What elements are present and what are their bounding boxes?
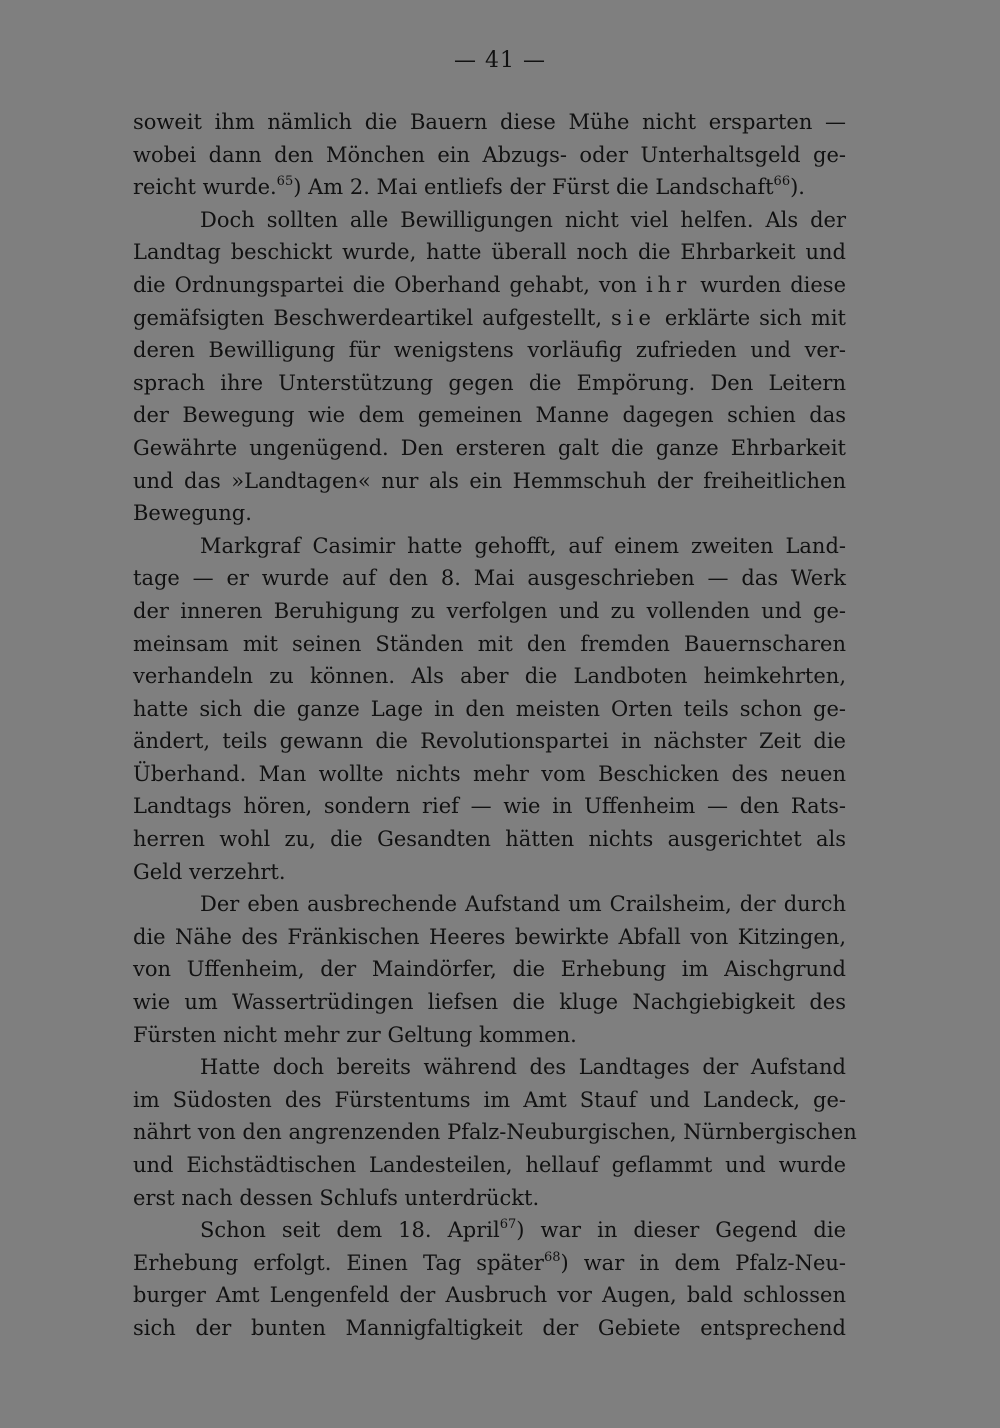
text-line [133, 171, 846, 204]
text-line [133, 497, 846, 530]
text-segment: der inneren Beruhigung zu verfolgen und zu vollenden und ge- [133, 598, 846, 623]
text-line [133, 1149, 846, 1182]
text-line [133, 1279, 846, 1312]
text-line [133, 1051, 846, 1084]
text-segment: ihr [645, 272, 692, 297]
text-segment: wurden diese [691, 272, 846, 297]
text-line [133, 1019, 846, 1052]
text-segment: herren wohl zu, die Gesandten hätten nichts ausgerichtet als [133, 827, 846, 852]
text-line [133, 1247, 846, 1280]
text-line [133, 1214, 846, 1247]
footnote-marker: 65 [276, 174, 294, 190]
text-line [133, 1182, 846, 1215]
text-line [133, 432, 846, 465]
text-line [133, 725, 846, 758]
text-segment: ) Am 2. Mai entliefs der Fürst die Landschaft [293, 175, 774, 200]
text-segment: wie um Wassertrüdingen liefsen die kluge Nachgiebigkeit des [133, 990, 846, 1015]
text-segment: Landtag beschickt wurde, hatte überall noch die Ehrbarkeit und [133, 240, 846, 265]
text-segment: tage — er wurde auf den 8. Mai ausgeschrieben — das Werk [133, 566, 846, 591]
text-line [133, 269, 846, 302]
text-segment: gemäfsigten Beschwerdeartikel aufgestellt, [133, 305, 611, 330]
text-segment: burger Amt Lengenfeld der Ausbruch vor Augen, bald schlossen [133, 1283, 846, 1308]
text-line [133, 367, 846, 400]
text-line [133, 595, 846, 628]
text-line [133, 106, 846, 139]
text-line [133, 628, 846, 661]
text-line [133, 562, 846, 595]
text-segment: soweit ihm nämlich die Bauern diese Mühe nicht ersparten — [133, 110, 846, 134]
text-segment: meinsam mit seinen Ständen mit den fremden Bauernscharen [133, 631, 846, 656]
text-segment: sie [611, 305, 656, 330]
footnote-marker: 68 [543, 1249, 561, 1265]
text-segment: der Bewegung wie dem gemeinen Manne dagegen schien das [133, 403, 846, 428]
text-line [133, 465, 846, 498]
text-segment: verhandeln zu können. Als aber die Landboten heimkehrten, [133, 664, 846, 689]
text-line [133, 236, 846, 269]
text-segment: im Südosten des Fürstentums im Amt Stauf und Landeck, ge- [133, 1087, 846, 1112]
text-segment: von Uffenheim, der Maindörfer, die Erhebung im Aischgrund [133, 957, 846, 982]
text-segment: ) war in dieser Gegend die [516, 1218, 846, 1243]
text-segment: Der eben ausbrechende Aufstand um Crailsheim, der durch [200, 892, 846, 917]
text-line [133, 693, 846, 726]
text-line [133, 399, 846, 432]
footnote-marker: 66 [773, 174, 791, 190]
text-segment: reicht wurde. [133, 175, 277, 200]
text-segment: Fürsten nicht mehr zur Geltung kommen. [133, 1022, 577, 1047]
text-line [133, 986, 846, 1019]
page-number: — 41 — [454, 48, 546, 73]
text-line [133, 334, 846, 367]
text-line [133, 530, 846, 563]
text-segment: Bewegung. [133, 501, 252, 526]
footnote-marker: 67 [499, 1217, 517, 1233]
text-line [133, 921, 846, 954]
text-segment: und Eichstädtischen Landesteilen, hellauf geflammt und wurde [133, 1153, 846, 1177]
text-segment: Überhand. Man wollte nichts mehr vom Beschicken des neuen [133, 761, 846, 786]
text-segment: ). [790, 175, 805, 200]
text-line [133, 302, 846, 335]
text-line [133, 1312, 846, 1345]
text-line [133, 1116, 857, 1149]
text-segment: Doch sollten alle Bewilligungen nicht viel helfen. Als der [200, 207, 846, 232]
text-line [133, 660, 846, 693]
text-segment: erst nach dessen Schlufs unterdrückt. [133, 1185, 540, 1210]
text-segment: Erhebung erfolgt. Einen Tag später [133, 1250, 544, 1275]
body-text [133, 106, 857, 1345]
text-segment: Geld verzehrt. [133, 859, 286, 884]
text-segment: die Nähe des Fränkischen Heeres bewirkte Abfall von Kitzingen, [133, 924, 846, 949]
text-segment: Markgraf Casimir hatte gehofft, auf einem zweiten Land- [200, 533, 846, 558]
text-segment: und das »Landtagen« nur als ein Hemmschuh der freiheitlichen [133, 468, 846, 493]
text-segment: ) war in dem Pfalz-Neu- [560, 1250, 846, 1275]
text-line [133, 790, 846, 823]
text-line [133, 758, 846, 791]
text-segment: sprach ihre Unterstützung gegen die Empörung. Den Leitern [133, 370, 846, 395]
text-segment: hatte sich die ganze Lage in den meisten Orten teils schon ge- [133, 696, 846, 721]
text-line [133, 1084, 846, 1117]
text-segment: deren Bewilligung für wenigstens vorläufig zufrieden und ver- [133, 338, 846, 363]
text-segment: Gewährte ungenügend. Den ersteren galt die ganze Ehrbarkeit [133, 435, 846, 460]
text-line [133, 953, 846, 986]
text-segment: Schon seit dem 18. April [200, 1218, 500, 1243]
text-segment: erklärte sich mit [655, 305, 846, 330]
text-segment: Hatte doch bereits während des Landtages der Aufstand [200, 1055, 846, 1080]
text-line [133, 139, 846, 172]
text-line [133, 823, 846, 856]
text-segment: nährt von den angrenzenden Pfalz-Neuburgischen, Nürnbergischen [133, 1120, 857, 1145]
text-segment: sich der bunten Mannigfaltigkeit der Gebiete entsprechend [133, 1315, 846, 1340]
text-segment: wobei dann den Mönchen ein Abzugs- oder Unterhaltsgeld ge- [133, 142, 846, 167]
text-line [133, 204, 846, 237]
text-line [133, 888, 846, 921]
text-segment: Landtags hören, sondern rief — wie in Uffenheim — den Rats- [133, 794, 846, 819]
text-segment: die Ordnungspartei die Oberhand gehabt, von [133, 272, 646, 297]
text-segment: ändert, teils gewann die Revolutionspartei in nächster Zeit die [133, 729, 846, 754]
text-line [133, 856, 846, 889]
